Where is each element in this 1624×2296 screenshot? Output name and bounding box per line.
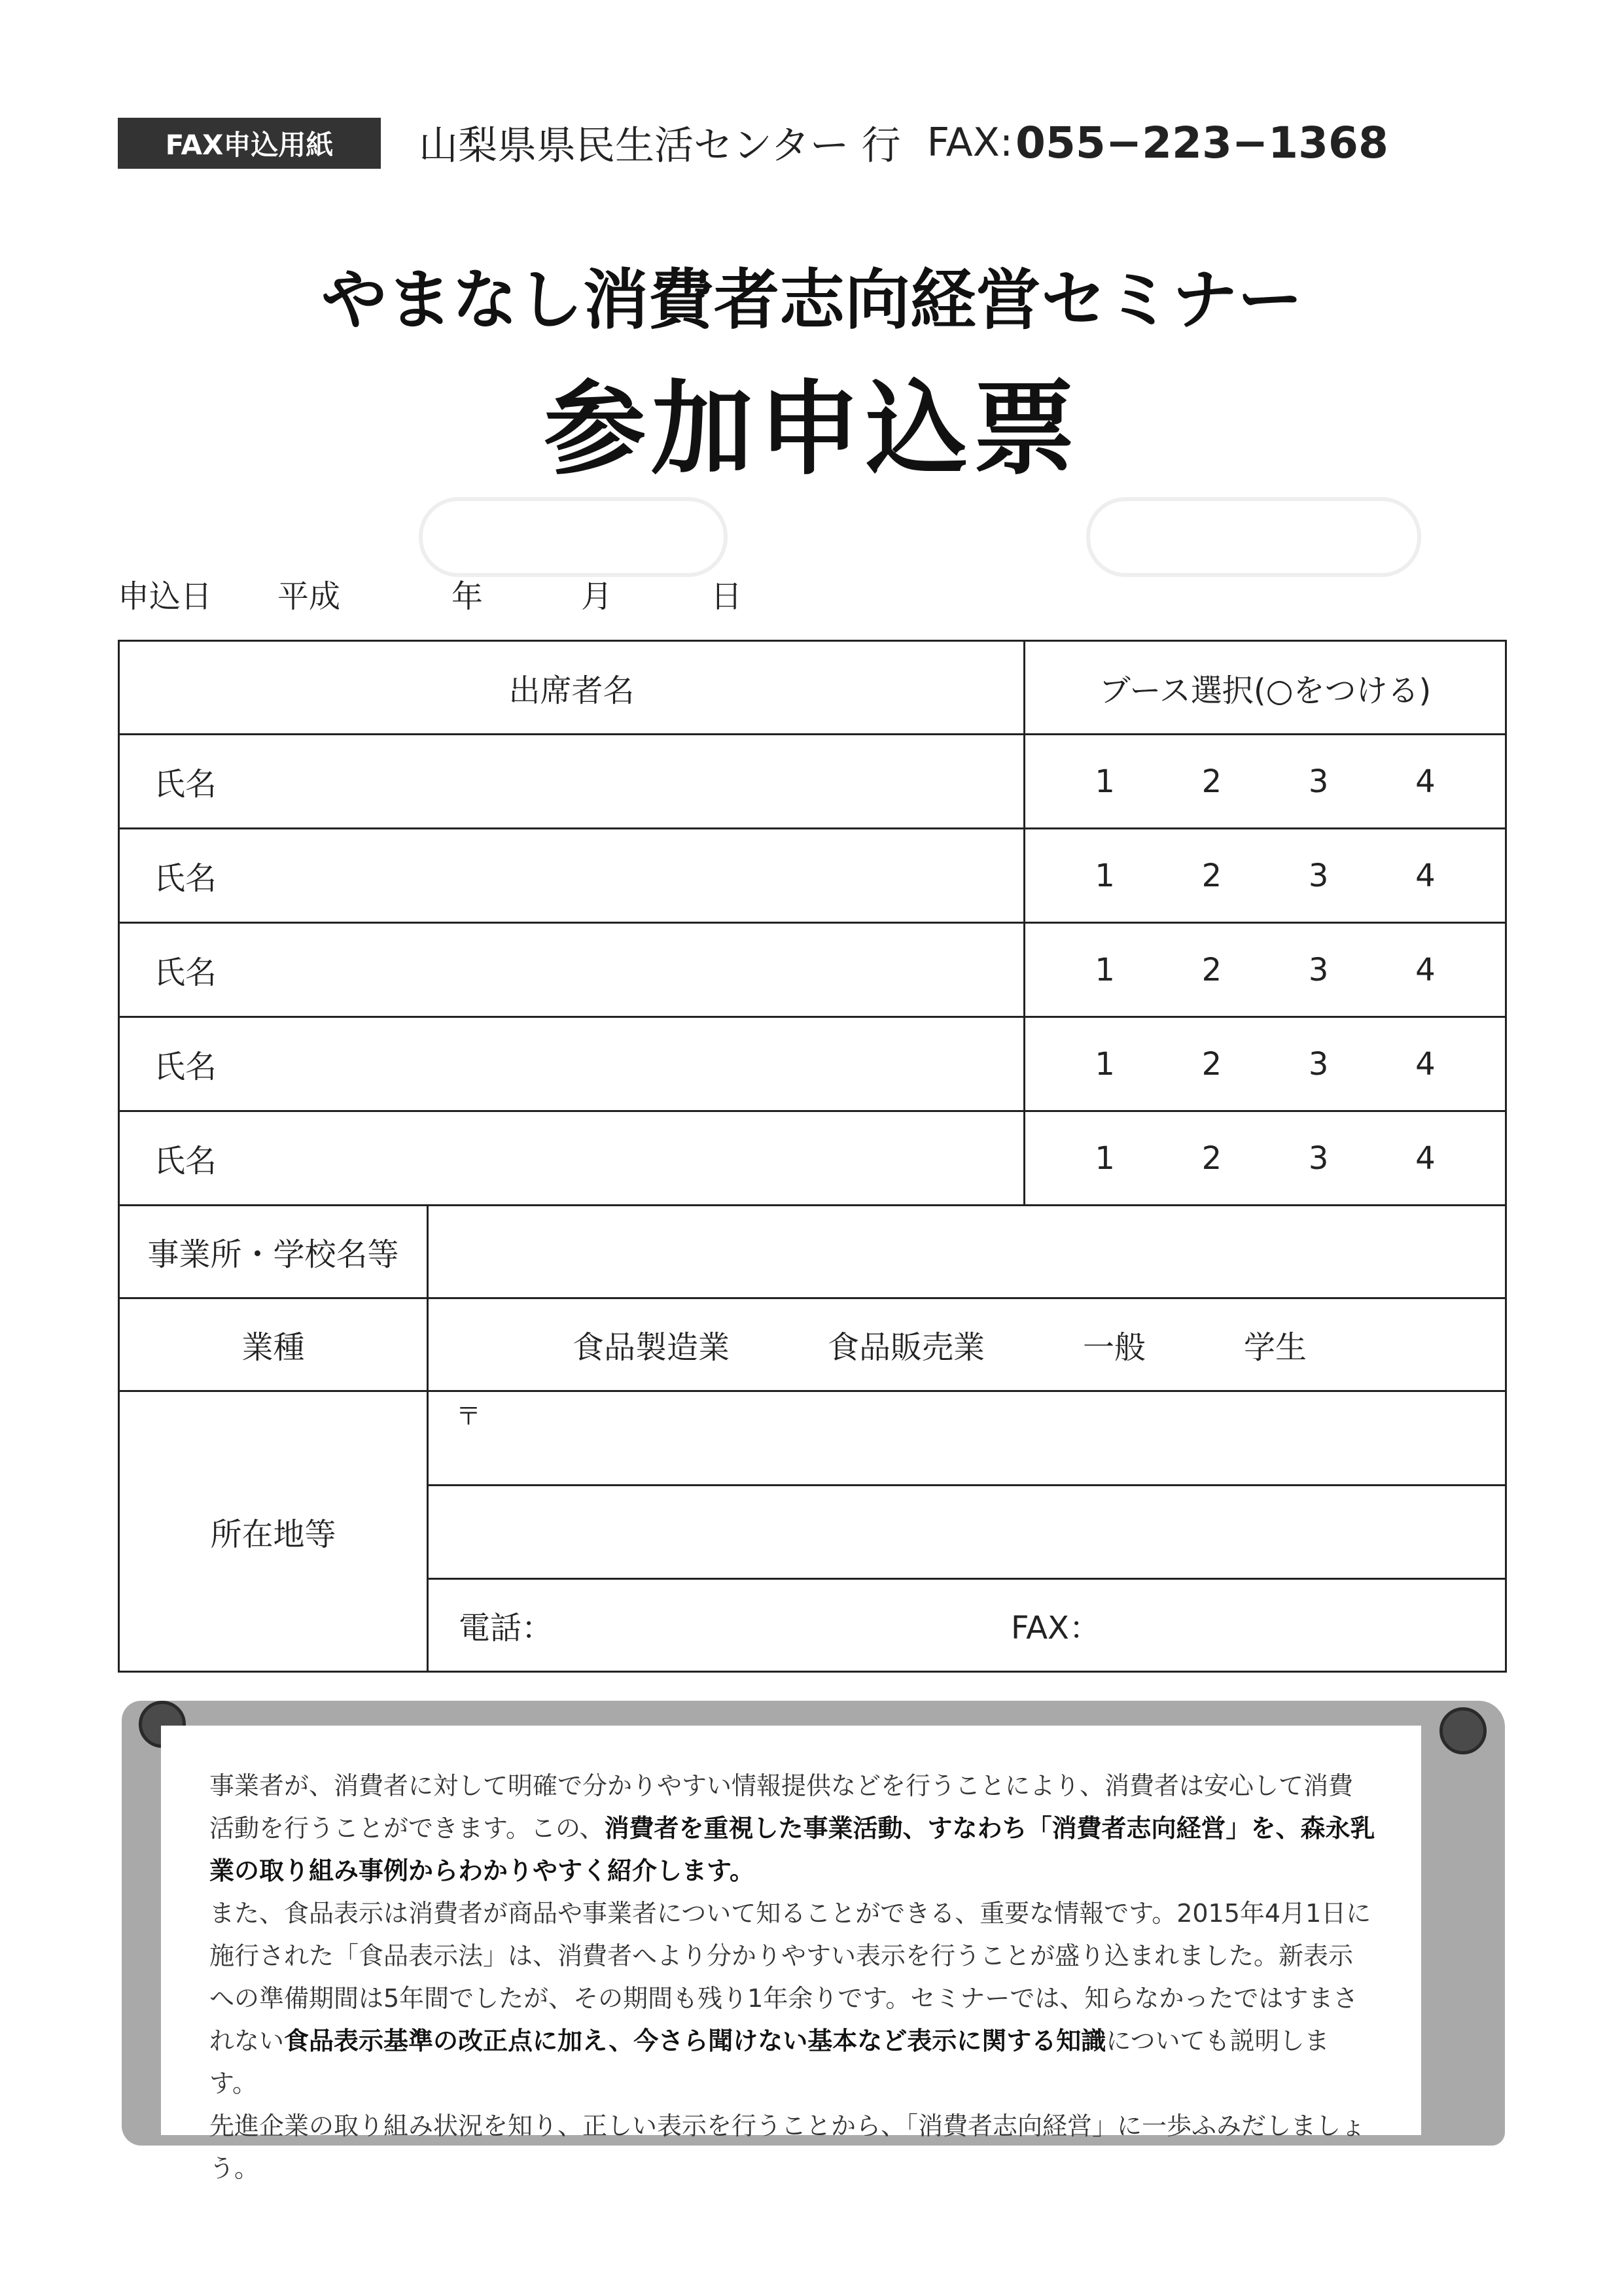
date-label: 申込日: [118, 578, 213, 615]
attendee-name-field[interactable]: [119, 1111, 1025, 1206]
booth-option[interactable]: 2: [1201, 763, 1222, 800]
booth-option[interactable]: 4: [1415, 1139, 1436, 1177]
booth-option[interactable]: 3: [1308, 1045, 1329, 1083]
form-title: 参加申込票: [544, 370, 1080, 489]
contact-row: [428, 1579, 1506, 1672]
notice-text: 事業者が、消費者に対して明確で分かりやすい情報提供などを行うことにより、消費者は安心して消費活動を行うことができます。この、: [209, 1771, 1354, 1843]
fax-form-tag: FAX申込用紙: [118, 118, 381, 169]
attendee-row: [119, 1111, 1506, 1206]
industry-label: 業種: [119, 1298, 428, 1391]
bleed-through-shape: [419, 497, 728, 577]
postal-mark: 〒: [456, 1402, 482, 1431]
pin-icon: [1439, 1707, 1487, 1754]
booth-option[interactable]: 1: [1095, 951, 1115, 988]
booth-option[interactable]: 3: [1308, 951, 1329, 988]
attendee-row: [119, 735, 1506, 829]
booth-select-cell: [1025, 735, 1506, 829]
industry-option[interactable]: 学生: [1244, 1329, 1307, 1366]
booth-select-cell: [1025, 829, 1506, 923]
year-label: 年: [451, 578, 484, 615]
notice-text: についても説明します。: [209, 2026, 1330, 2098]
application-form-table: [118, 640, 1507, 1673]
name-label: 氏名: [154, 766, 217, 803]
booth-option[interactable]: 2: [1201, 857, 1222, 894]
booth-option[interactable]: 2: [1201, 951, 1222, 988]
postal-code-field[interactable]: [428, 1391, 1506, 1486]
booth-option[interactable]: 3: [1308, 1139, 1329, 1177]
address-label: 所在地等: [119, 1391, 428, 1672]
application-date-row: [118, 570, 742, 616]
booth-select-cell: [1025, 1111, 1506, 1206]
booth-option[interactable]: 1: [1095, 1045, 1115, 1083]
booth-option[interactable]: 4: [1415, 763, 1436, 800]
phone-label: 電話：: [459, 1610, 554, 1646]
booth-option[interactable]: 4: [1415, 1045, 1436, 1083]
attendee-column-header: 出席者名: [119, 641, 1025, 735]
attendee-name-field[interactable]: [119, 923, 1025, 1017]
booth-option[interactable]: 1: [1095, 763, 1115, 800]
booth-option[interactable]: 2: [1201, 1139, 1222, 1177]
name-label: 氏名: [154, 1143, 217, 1179]
bleed-through-shape: [1086, 497, 1421, 577]
booth-option[interactable]: 4: [1415, 857, 1436, 894]
notice-text: また、食品表示は消費者が商品や事業者について知ることができる、重要な情報です。2015年4月1日に施行された「食品表示法」は、消費者へより分かりやすい表示を行うことが盛り込まれました。新表示への準備期間は5年間でしたが、その期間も残り1年余りです。セミナーでは、知らなかったではすまされない: [209, 1899, 1371, 2055]
address-field[interactable]: [428, 1486, 1506, 1579]
notice-emphasis: 消費者を重視した事業活動、すなわち「消費者志向経営」を、森永乳業の取り組み事例からわかりやすく紹介します。: [209, 1814, 1375, 1885]
day-label: 日: [711, 578, 743, 615]
name-label: 氏名: [154, 954, 217, 991]
booth-column-header: ブース選択(○をつける): [1025, 641, 1506, 735]
industry-option[interactable]: 食品販売業: [828, 1329, 985, 1366]
booth-option[interactable]: 1: [1095, 1139, 1115, 1177]
recipient-name: 山梨県県民生活センター 行: [419, 123, 901, 169]
attendee-name-field[interactable]: [119, 735, 1025, 829]
organization-field[interactable]: [428, 1206, 1506, 1298]
attendee-row: [119, 829, 1506, 923]
recipient-line: [419, 111, 1388, 174]
attendee-row: [119, 923, 1506, 1017]
industry-options: [428, 1298, 1506, 1391]
attendee-name-field[interactable]: [119, 1017, 1025, 1111]
fax-number: 055−223−1368: [1015, 117, 1388, 168]
attendee-name-field[interactable]: [119, 829, 1025, 923]
booth-option[interactable]: 2: [1201, 1045, 1222, 1083]
notice-panel: [161, 1726, 1421, 2183]
fax-label: FAX:: [927, 120, 1014, 165]
industry-option[interactable]: 一般: [1083, 1329, 1146, 1366]
booth-select-cell: [1025, 923, 1506, 1017]
name-label: 氏名: [154, 860, 217, 897]
notice-emphasis: 食品表示基準の改正点に加え、今さら聞けない基本など表示に関する知識: [284, 2026, 1106, 2055]
industry-option[interactable]: 食品製造業: [573, 1329, 730, 1366]
booth-option[interactable]: 1: [1095, 857, 1115, 894]
month-label: 月: [581, 578, 613, 615]
notice-text: 先進企業の取り組み状況を知り、正しい表示を行うことから、「消費者志向経営」に一歩ふみだしましょう。: [209, 2112, 1366, 2183]
organization-label: 事業所・学校名等: [119, 1206, 428, 1298]
booth-option[interactable]: 3: [1308, 857, 1329, 894]
booth-select-cell: [1025, 1017, 1506, 1111]
booth-option[interactable]: 4: [1415, 951, 1436, 988]
attendee-row: [119, 1017, 1506, 1111]
booth-option[interactable]: 3: [1308, 763, 1329, 800]
seminar-title: やまなし消費者志向経営セミナー: [321, 262, 1303, 338]
name-label: 氏名: [154, 1049, 217, 1085]
contact-fax-label: FAX：: [1011, 1610, 1101, 1646]
era-label: 平成: [277, 578, 341, 615]
